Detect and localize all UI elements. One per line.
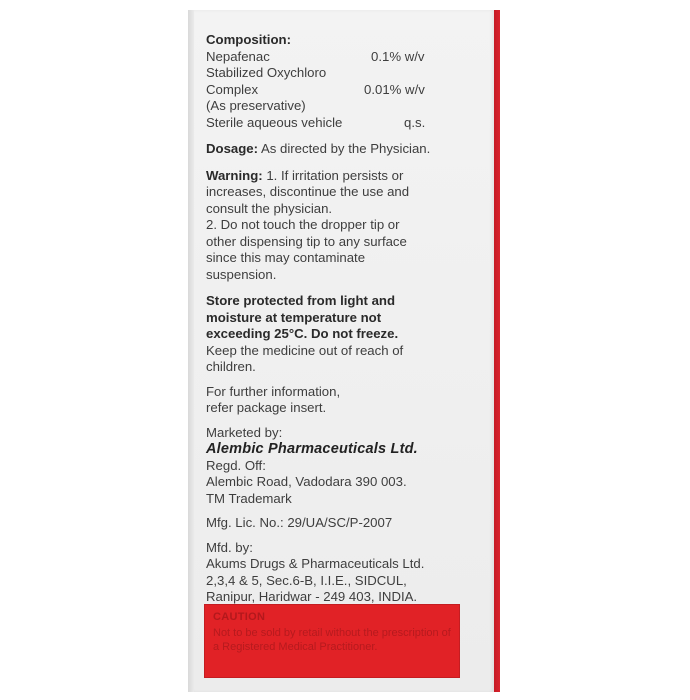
ingredient-name: Stabilized Oxychloro [206, 65, 327, 80]
warning-line: increases, discontinue the use and [206, 184, 410, 199]
composition-row [206, 115, 490, 132]
warning-line [206, 168, 490, 185]
marketer-company-logo: Alembic Pharmaceuticals Ltd. [206, 441, 418, 457]
warning-line: since this may contaminate [206, 250, 366, 265]
composition-row [206, 82, 490, 99]
info-line: refer package insert. [206, 400, 327, 415]
regd-office-label: Regd. Off: [206, 457, 266, 473]
ingredient-name: (As preservative) [206, 98, 306, 113]
trademark-note: TM Trademark [206, 490, 292, 506]
caution-box [204, 604, 460, 678]
ingredient-name: Sterile aqueous vehicle [206, 114, 343, 130]
manufacturer-line: 2,3,4 & 5, Sec.6-B, I.I.E., SIDCUL, [206, 572, 407, 588]
marketed-by-label: Marketed by: [206, 424, 283, 440]
warning-line: 2. Do not touch the dropper tip or [206, 217, 400, 232]
dosage-label: Dosage: [206, 141, 259, 156]
reach-line: children. [206, 359, 256, 374]
dosage-line [206, 141, 490, 158]
storage-line: Store protected from light and [206, 293, 396, 308]
regd-address: Alembic Road, Vadodara 390 003. [206, 474, 407, 489]
storage-line: moisture at temperature not [206, 309, 382, 325]
composition-heading: Composition: [206, 32, 291, 47]
info-line: For further information, [206, 383, 341, 399]
caution-text: Not to be sold by retail without the prescription of a Registered Medical Practitioner. [213, 627, 451, 653]
composition-row [206, 49, 490, 66]
manufacturer-line: Akums Drugs & Pharmaceuticals Ltd. [206, 556, 425, 571]
ingredient-value: 0.01% w/v [364, 81, 425, 97]
ingredient-value: q.s. [404, 114, 426, 130]
manufacturer-line: Ranipur, Haridwar - 249 403, INDIA. [206, 589, 418, 604]
caution-title: CAUTION [213, 611, 266, 623]
warning-line: other dispensing tip to any surface [206, 233, 407, 249]
warning-text: 1. If irritation persists or [266, 167, 404, 183]
warning-label: Warning: [206, 167, 263, 183]
reach-line: Keep the medicine out of reach of [206, 342, 404, 358]
mfd-by-label: Mfd. by: [206, 539, 253, 555]
storage-line: exceeding 25°C. Do not freeze. [206, 326, 399, 341]
ingredient-value: 0.1% w/v [371, 48, 425, 64]
dosage-text: As directed by the Physician. [260, 141, 431, 156]
ingredient-name: Complex [206, 81, 259, 97]
composition-row [206, 65, 490, 82]
mfg-license: Mfg. Lic. No.: 29/UA/SC/P-2007 [206, 515, 393, 530]
ingredient-name: Nepafenac [206, 48, 270, 64]
warning-line: suspension. [206, 266, 277, 282]
warning-line: consult the physician. [206, 200, 333, 216]
box-red-side-edge [494, 10, 500, 692]
composition-row [206, 98, 490, 115]
label-text-block [206, 32, 490, 606]
